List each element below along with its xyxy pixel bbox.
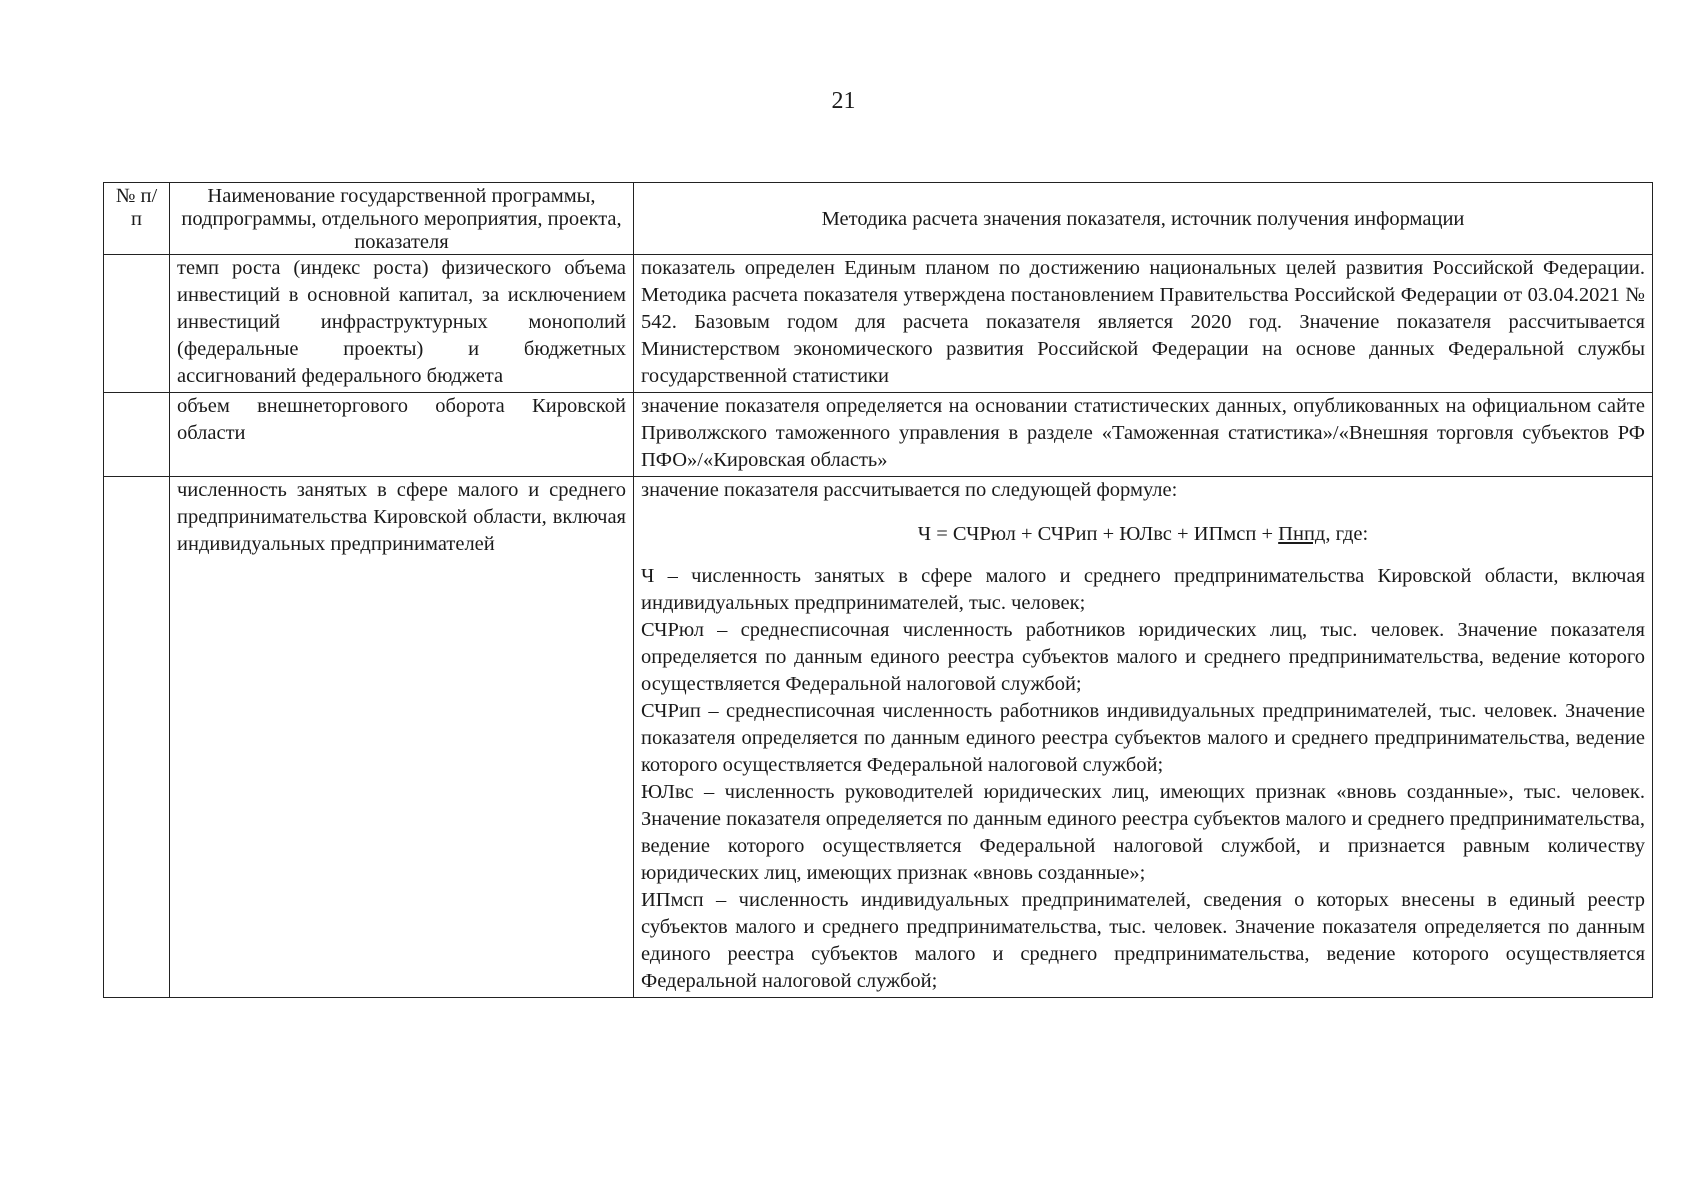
indicators-table xyxy=(103,182,1653,998)
row-indicator-name: темп роста (индекс роста) физического объема инвестиций в основной капитал, за исключением инвестиций инфраструктурных монополий (федеральные проекты) и бюджетных ассигнований федерального бюджета xyxy=(170,255,634,393)
row-method xyxy=(634,477,1653,998)
row-method: значение показателя определяется на основании статистических данных, опубликованных на официальном сайте Приволжского таможенного управления в разделе «Таможенная статистика»/«Внешняя торговля субъектов РФ ПФО»/«Кировская область» xyxy=(634,393,1653,477)
formula-underlined-term: Пнпд xyxy=(1278,523,1326,545)
formula xyxy=(641,521,1645,548)
table-header-row xyxy=(104,183,1653,255)
definition-item: Ч – численность занятых в сфере малого и среднего предпринимательства Кировской области, включая индивидуальных предпринимателей, тыс. человек; xyxy=(641,565,1645,614)
row-number xyxy=(104,255,170,393)
definition-item: СЧРюл – среднесписочная численность работников юридических лиц, тыс. человек. Значение показателя определяется по данным единого реестра субъектов малого и среднего предпринимательства, ведение которого осуществляется Федеральной налоговой службой; xyxy=(641,619,1645,695)
row-indicator-name: объем внешнеторгового оборота Кировской области xyxy=(170,393,634,477)
row-method: показатель определен Единым планом по достижению национальных целей развития Российской Федерации. Методика расчета показателя утверждена постановлением Правительства Российской Федерации от 03.04.2021 № 542. Базовым годом для расчета показателя является 2020 год. Значение показателя рассчитывается Министерством экономического развития Российской Федерации на основе данных Федеральной службы государственной статистики xyxy=(634,255,1653,393)
definition-item: ИПмсп – численность индивидуальных предпринимателей, сведения о которых внесены в единый реестр субъектов малого и среднего предпринимательства, тыс. человек. Значение показателя определяется по данным единого реестра субъектов малого и среднего предпринимательства, ведение которого осуществляется Федеральной налоговой службой; xyxy=(641,889,1645,992)
method-intro: значение показателя рассчитывается по следующей формуле: xyxy=(641,479,1178,501)
header-method: Методика расчета значения показателя, источник получения информации xyxy=(634,183,1653,255)
definition-item: ЮЛвс – численность руководителей юридических лиц, имеющих признак «вновь созданные», тыс. человек. Значение показателя определяется по данным единого реестра субъектов малого и среднего предпринимательства, ведение которого осуществляется Федеральной налоговой службой, и признается равным количеству юридических лиц, имеющих признак «вновь созданные»; xyxy=(641,781,1645,884)
row-number xyxy=(104,477,170,998)
formula-main: Ч = СЧРюл + СЧРип + ЮЛвс + ИПмсп + xyxy=(917,523,1279,545)
header-number: № п/п xyxy=(104,183,170,255)
formula-end: , где: xyxy=(1325,523,1369,545)
row-indicator-name: численность занятых в сфере малого и среднего предпринимательства Кировской области, включая индивидуальных предпринимателей xyxy=(170,477,634,998)
table-row xyxy=(104,477,1653,998)
page-number: 21 xyxy=(831,88,856,114)
row-number xyxy=(104,393,170,477)
table-row xyxy=(104,393,1653,477)
definition-item: СЧРип – среднесписочная численность работников индивидуальных предпринимателей, тыс. человек. Значение показателя определяется по данным единого реестра субъектов малого и среднего предпринимательства, ведение которого осуществляется Федеральной налоговой службой; xyxy=(641,700,1645,776)
table-row xyxy=(104,255,1653,393)
header-name: Наименование государственной программы, подпрограммы, отдельного мероприятия, проекта, показателя xyxy=(170,183,634,255)
